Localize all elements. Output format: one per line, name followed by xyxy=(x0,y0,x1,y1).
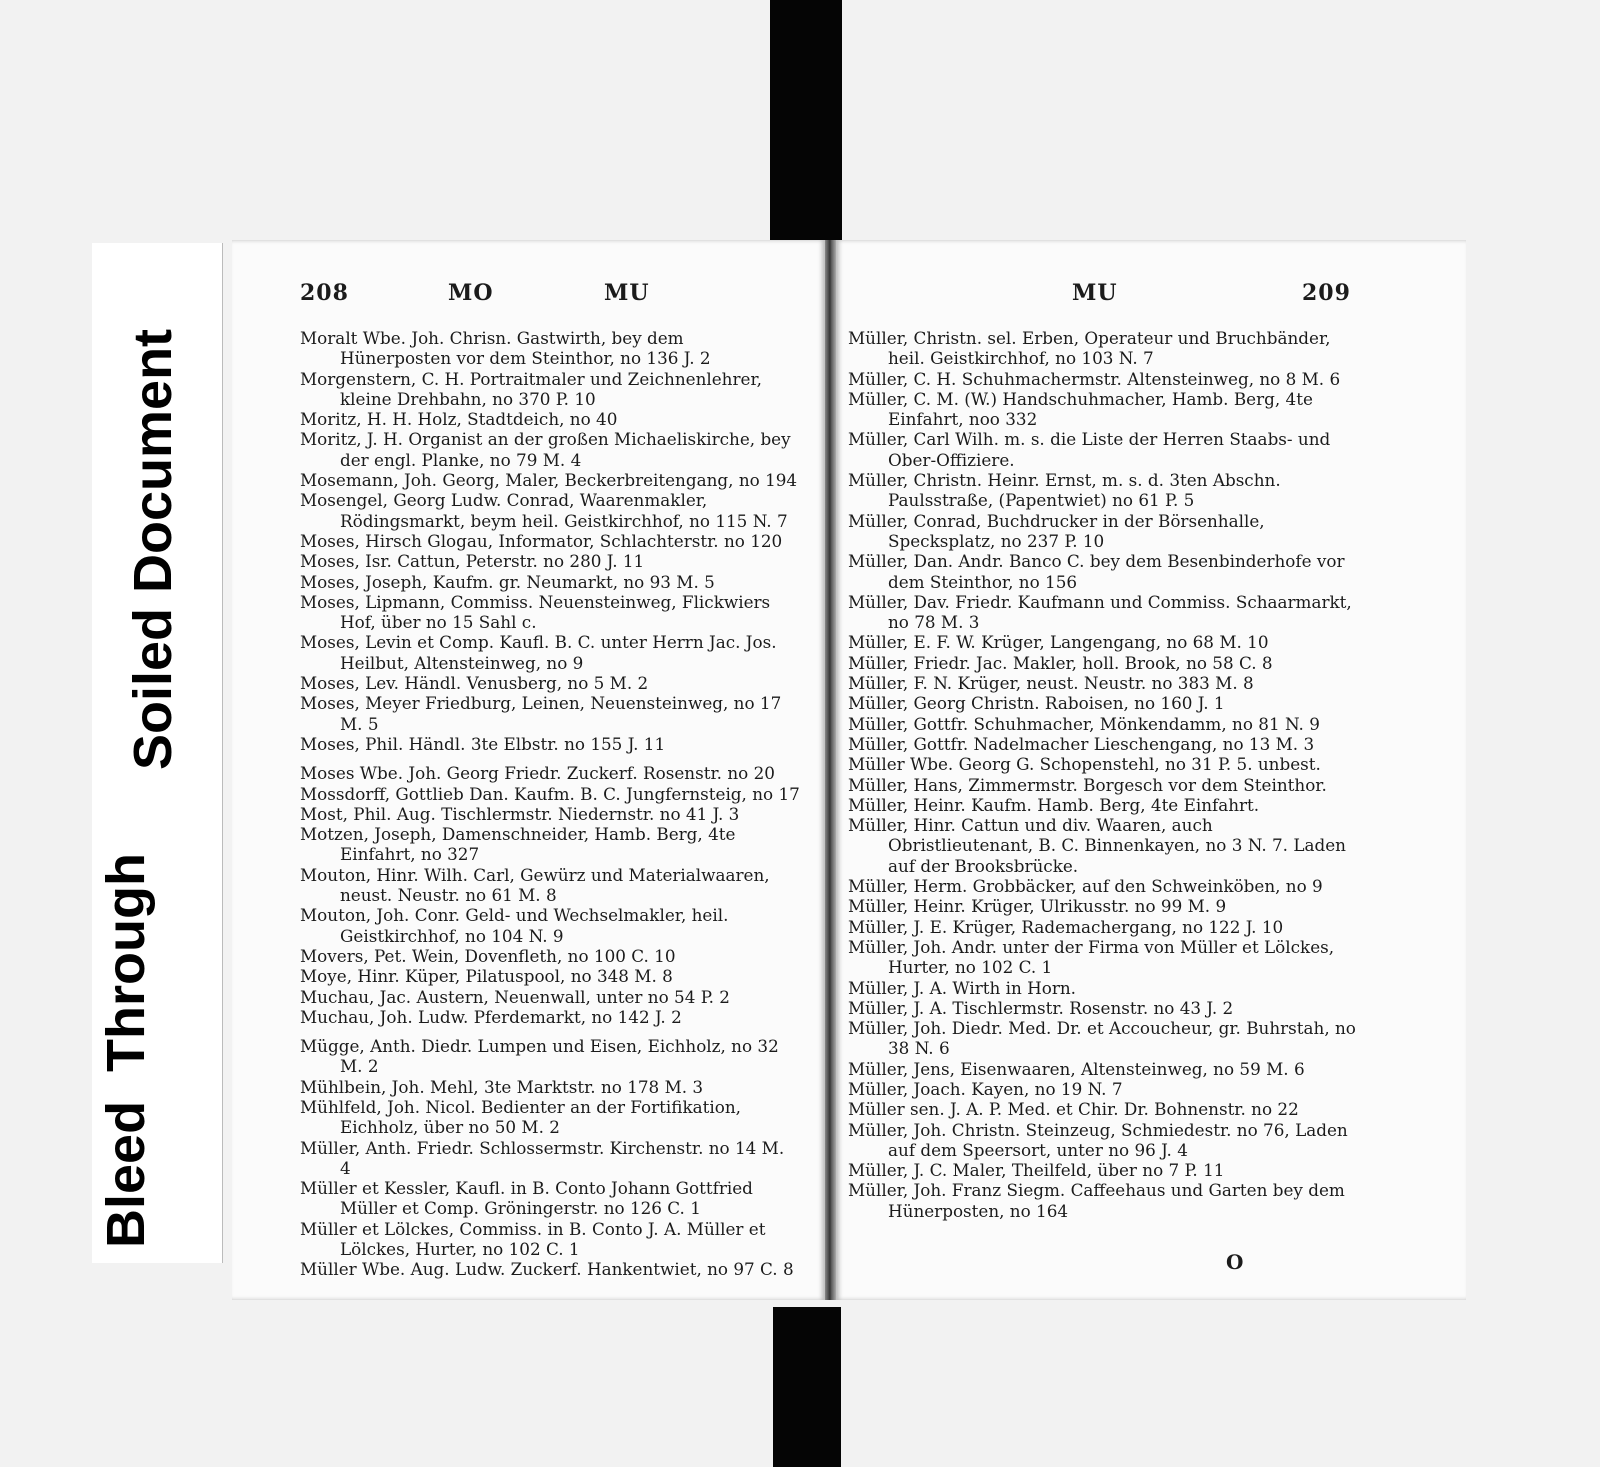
directory-entry: Müller Wbe. Georg G. Schopenstehl, no 31 P. 5. unbest. xyxy=(848,754,1321,775)
directory-entry: Müller, Joh. Diedr. Med. Dr. et Accoucheur, gr. Buhrstah, no 38 N. 6 xyxy=(848,1018,1356,1059)
directory-entry: Mouton, Joh. Conr. Geld- und Wechselmakler, heil. Geistkirchhof, no 104 N. 9 xyxy=(300,905,729,946)
directory-entry: Müller, Dan. Andr. Banco C. bey dem Besenbinderhofe vor dem Steinthor, no 156 xyxy=(848,551,1345,592)
directory-entry: Mühlbein, Joh. Mehl, 3te Marktstr. no 178 M. 3 xyxy=(300,1076,704,1097)
directory-entry: Mügge, Anth. Diedr. Lumpen und Eisen, Eichholz, no 32 M. 2 xyxy=(300,1036,779,1077)
directory-entry: Müller et Lölckes, Commiss. in B. Conto J. A. Müller et Lölckes, Hurter, no 102 C. 1 xyxy=(300,1218,766,1260)
directory-entry: Müller, Hinr. Cattun und div. Waaren, auch Obristlieutenant, B. C. Binnenkayen, no 3 N. 7. Laden auf der Brooksbrücke. xyxy=(848,815,1346,876)
scan-top-bar xyxy=(770,0,842,245)
directory-entry: Moses, Levin et Comp. Kaufl. B. C. unter Herrn Jac. Jos. Heilbut, Altensteinweg, no 9 xyxy=(300,632,777,673)
directory-entry: Müller, Heinr. Kaufm. Hamb. Berg, 4te Einfahrt. xyxy=(848,794,1260,815)
header-right-mu: MU xyxy=(1072,280,1118,306)
header-left-mu: MU xyxy=(604,280,650,306)
directory-entry: Muchau, Jac. Austern, Neuenwall, unter no 54 P. 2 xyxy=(300,986,730,1007)
directory-entry: Müller, Gottfr. Nadelmacher Lieschengang, no 13 M. 3 xyxy=(848,733,1315,754)
directory-entry: Müller, Dav. Friedr. Kaufmann und Commiss. Schaarmarkt, no 78 M. 3 xyxy=(848,591,1352,633)
directory-entry: Müller, Conrad, Buchdrucker in der Börsenhalle, Specksplatz, no 237 P. 10 xyxy=(848,510,1265,551)
directory-entry: Müller, Gottfr. Schuhmacher, Mönkendamm, no 81 N. 9 xyxy=(848,713,1320,734)
directory-entry: Moses, Joseph, Kaufm. gr. Neumarkt, no 93 M. 5 xyxy=(300,571,715,592)
directory-entry: Müller, J. A. Tischlermstr. Rosenstr. no 43 J. 2 xyxy=(848,997,1234,1018)
directory-entry: Müller, Jens, Eisenwaaren, Altensteinweg, no 59 M. 6 xyxy=(848,1058,1305,1079)
directory-entry: Müller, Joh. Franz Siegm. Caffeehaus und Garten bey dem Hünerposten, no 164 xyxy=(848,1180,1345,1221)
left-entry-list xyxy=(300,328,800,1280)
page-number-right: 209 xyxy=(1302,280,1351,306)
directory-entry: Müller, J. A. Wirth in Horn. xyxy=(848,977,1077,998)
directory-entry: Müller, C. M. (W.) Handschuhmacher, Hamb. Berg, 4te Einfahrt, noo 332 xyxy=(848,388,1313,430)
directory-entry: Müller, Joh. Christn. Steinzeug, Schmiedestr. no 76, Laden auf dem Speersort, unter no 96 J. 4 xyxy=(848,1119,1348,1160)
scan-bottom-bar xyxy=(773,1307,841,1467)
bleed-through-label: Bleed Through xyxy=(96,853,156,1248)
directory-entry: Moses, Lev. Händl. Venusberg, no 5 M. 2 xyxy=(300,673,649,694)
directory-entry: Müller, Joh. Andr. unter der Firma von Müller et Lölckes, Hurter, no 102 C. 1 xyxy=(848,936,1335,978)
directory-entry: Müller, Friedr. Jac. Makler, holl. Brook, no 58 C. 8 xyxy=(848,652,1273,673)
directory-entry: Moses, Isr. Cattun, Peterstr. no 280 J. 11 xyxy=(300,551,645,572)
directory-entry: Mouton, Hinr. Wilh. Carl, Gewürz und Materialwaaren, neust. Neustr. no 61 M. 8 xyxy=(300,864,770,906)
directory-entry: Muchau, Joh. Ludw. Pferdemarkt, no 142 J. 2 xyxy=(300,1006,682,1027)
directory-entry: Moses, Lipmann, Commiss. Neuensteinweg, Flickwiers Hof, über no 15 Sahl c. xyxy=(300,591,771,633)
directory-entry: Mühlfeld, Joh. Nicol. Bedienter an der Fortifikation, Eichholz, über no 50 M. 2 xyxy=(300,1096,741,1138)
directory-entry: Müller, F. N. Krüger, neust. Neustr. no 383 M. 8 xyxy=(848,673,1254,694)
directory-entry: Müller, Georg Christn. Raboisen, no 160 J. 1 xyxy=(848,693,1225,714)
page-signature-mark: O xyxy=(1226,1250,1244,1274)
directory-entry: Mossdorff, Gottlieb Dan. Kaufm. B. C. Jungfernsteig, no 17 xyxy=(300,783,800,804)
directory-entry: Moritz, J. H. Organist an der großen Michaeliskirche, bey der engl. Planke, no 79 M. 4 xyxy=(300,429,791,470)
book-gutter xyxy=(825,240,836,1300)
right-entry-list xyxy=(848,328,1360,1221)
directory-entry: Müller, Hans, Zimmermstr. Borgesch vor dem Steinthor. xyxy=(848,774,1327,795)
directory-entry: Morgenstern, C. H. Portraitmaler und Zeichnenlehrer, kleine Drehbahn, no 370 P. 10 xyxy=(300,368,762,409)
directory-entry: Moses, Phil. Händl. 3te Elbstr. no 155 J. 11 xyxy=(300,733,666,754)
directory-entry: Müller et Kessler, Kaufl. in B. Conto Johann Gottfried Müller et Comp. Gröningerstr. no 126 C. 1 xyxy=(300,1178,753,1219)
soiled-document-label: Soiled Document xyxy=(123,328,183,770)
directory-entry: Müller sen. J. A. P. Med. et Chir. Dr. Bohnenstr. no 22 xyxy=(848,1099,1299,1120)
directory-entry: Müller, C. H. Schuhmachermstr. Altensteinweg, no 8 M. 6 xyxy=(848,368,1341,389)
directory-entry: Müller Wbe. Aug. Ludw. Zuckerf. Hankentwiet, no 97 C. 8 xyxy=(300,1259,794,1280)
directory-entry: Moye, Hinr. Küper, Pilatuspool, no 348 M. 8 xyxy=(300,966,673,987)
directory-entry: Moses Wbe. Joh. Georg Friedr. Zuckerf. Rosenstr. no 20 xyxy=(300,763,775,784)
directory-entry: Müller, J. C. Maler, Theilfeld, über no 7 P. 11 xyxy=(848,1160,1225,1181)
directory-entry: Moses, Hirsch Glogau, Informator, Schlachterstr. no 120 xyxy=(300,530,783,551)
header-left-mo: MO xyxy=(448,280,494,306)
page-number-left: 208 xyxy=(300,280,349,306)
left-page xyxy=(232,240,825,1300)
directory-entry: Müller, Christn. sel. Erben, Operateur und Bruchbänder, heil. Geistkirchhof, no 103 N. 7 xyxy=(848,328,1331,369)
directory-entry: Müller, Herm. Grobbäcker, auf den Schweinköben, no 9 xyxy=(848,876,1323,897)
directory-entry: Mosemann, Joh. Georg, Maler, Beckerbreitengang, no 194 xyxy=(300,470,798,491)
directory-entry: Moralt Wbe. Joh. Chrisn. Gastwirth, bey dem Hünerposten vor dem Steinthor, no 136 J. 2 xyxy=(300,328,711,369)
right-page xyxy=(836,240,1466,1300)
directory-entry: Müller, J. E. Krüger, Rademachergang, no 122 J. 10 xyxy=(848,916,1284,937)
directory-entry: Movers, Pet. Wein, Dovenfleth, no 100 C. 10 xyxy=(300,945,676,966)
directory-entry: Müller, Carl Wilh. m. s. die Liste der Herren Staabs- und Ober-Offiziere. xyxy=(848,429,1331,470)
directory-entry: Müller, Anth. Friedr. Schlossermstr. Kirchenstr. no 14 M. 4 xyxy=(300,1137,785,1178)
directory-entry: Moses, Meyer Friedburg, Leinen, Neuensteinweg, no 17 M. 5 xyxy=(300,693,782,734)
directory-entry: Müller, Christn. Heinr. Ernst, m. s. d. 3ten Abschn. Paulsstraße, (Papentwiet) no 61 P. 5 xyxy=(848,470,1281,511)
directory-entry: Müller, Joach. Kayen, no 19 N. 7 xyxy=(848,1078,1123,1099)
directory-entry: Motzen, Joseph, Damenschneider, Hamb. Berg, 4te Einfahrt, no 327 xyxy=(300,824,736,865)
directory-entry: Most, Phil. Aug. Tischlermstr. Niedernstr. no 41 J. 3 xyxy=(300,803,740,824)
directory-entry: Müller, E. F. W. Krüger, Langengang, no 68 M. 10 xyxy=(848,632,1269,653)
directory-entry: Moritz, H. H. Holz, Stadtdeich, no 40 xyxy=(300,409,618,430)
directory-entry: Müller, Heinr. Krüger, Ulrikusstr. no 99 M. 9 xyxy=(848,896,1227,917)
directory-entry: Mosengel, Georg Ludw. Conrad, Waarenmakler, Rödingsmarkt, beym heil. Geistkirchhof, no 115 N. 7 xyxy=(300,490,788,531)
